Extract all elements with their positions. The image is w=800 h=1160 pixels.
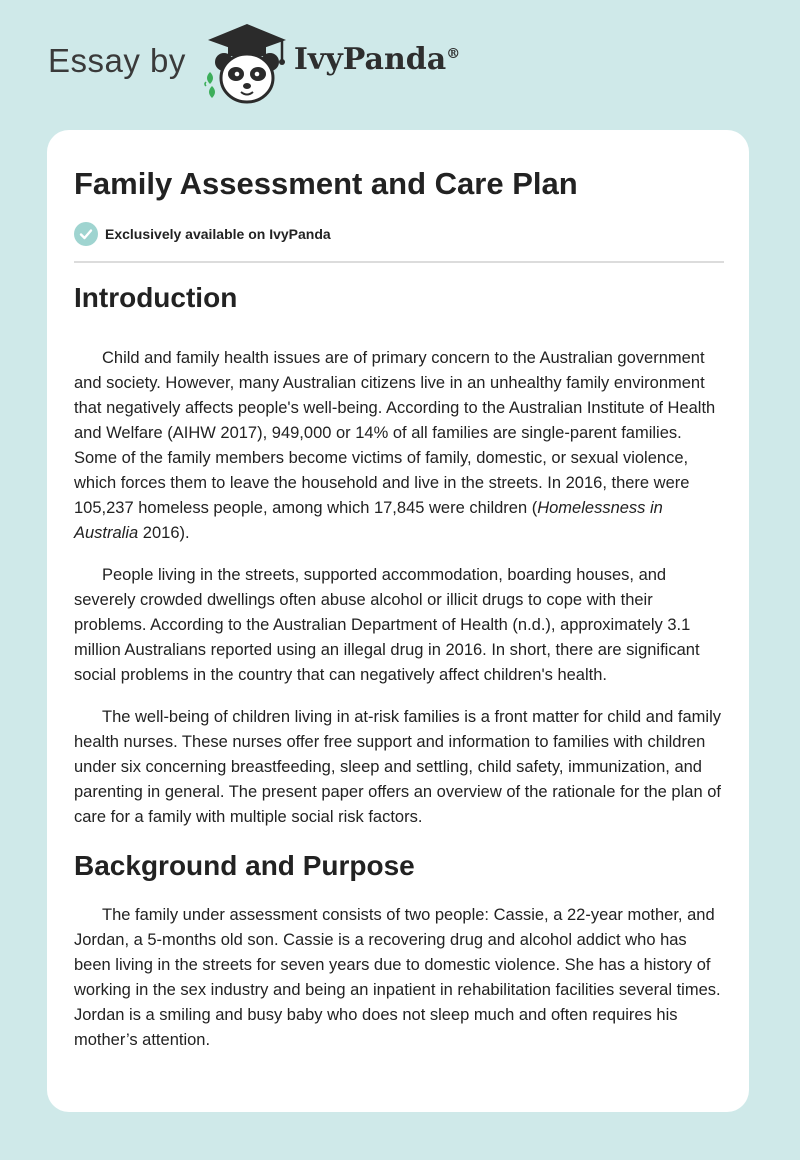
paragraph: The well-being of children living in at-risk families is a front matter for child and family health nurses. These nurses offer free support and information to families with children under six concerning breastfeeding, sleep and settling, child safety, immunization, and parenting in general. The present paper offers an overview of the rationale for the plan of care for a family with multiple social risk factors. [74,708,721,827]
section-heading-background: Background and Purpose [74,850,415,882]
essay-card [47,130,749,1112]
paragraph: People living in the streets, supported accommodation, boarding houses, and severely crowded dwellings often abuse alcohol or illicit drugs to cope with their problems. According to the Australian Department of Health (n.d.), approximately 3.1 million Australians reported using an illegal drug in 2016. In short, there are significant social problems in the country that can negatively affect children's health. [74,566,700,685]
paragraph: The family under assessment consists of two people: Cassie, a 22-year mother, and Jordan, a 5-months old son. Cassie is a recovering drug and alcohol addict who has been living in the streets for seven years due to domestic violence. She has a history of working in the sex industry and being an inpatient in rehabilitation facilities several times. Jordan is a smiling and busy baby who does not sleep much and often requires his mother’s attention. [74,905,721,1049]
availability-text: Exclusively available on IvyPanda [105,226,331,242]
check-circle-icon [74,222,98,246]
availability-badge [74,222,331,246]
brand-prefix: Essay by [48,42,186,79]
paragraph: Child and family health issues are of primary concern to the Australian government and society. However, many Australian citizens live in an unhealthy family environment that negatively affects people's well-being. According to the Australian Institute of Health and Welfare (AIHW 2017), 949,000 or 14% of all families are single-parent families. Some of the family members become victims of family, domestic, or sexual violence, which forces them to leave the household and live in the streets. In 2016, there were 105,237 homeless people, among which 17,845 were children (Homelessness in Australia 2016). [74,349,716,543]
article-body [74,280,724,1053]
title-divider [74,261,724,263]
brand-name: IvyPanda® [293,41,461,77]
section-heading-introduction: Introduction [74,282,238,313]
panda-logo-icon [202,20,292,110]
brand-header[interactable] [48,28,460,118]
page-title: Family Assessment and Care Plan [74,166,578,201]
